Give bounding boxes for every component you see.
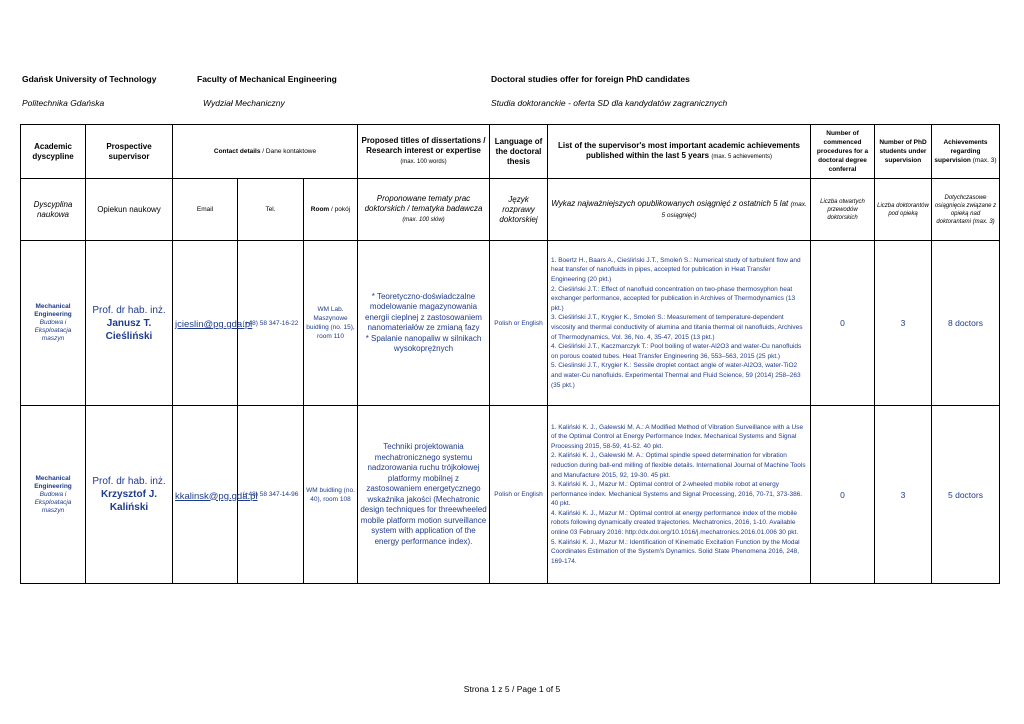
faculty-pl: [203, 98, 285, 108]
achievement-item: 1. Kaliński K. J., Galewski M. A.: A Modified Method of Vibration Surveillance with a Use of the Optimal Control at Energy Performance Index. Mechanical Systems and Signal Processing 2015, 58-59, 41-52. 40 pkt.: [551, 423, 804, 450]
header-row-en: [21, 125, 1000, 179]
phd-students-cell: 3: [875, 406, 932, 584]
achievements-sup-label: Achievements regarding supervision: [934, 139, 988, 164]
col-topics-en: [358, 125, 490, 179]
achievement-item: 3. Kaliński K. J., Mazur M.: Optimal control of 2-wheeled mobile robot at energy performance index. Mechanical Systems and Signal Processing, 2016, 70-71, 373-386. 40 pkt.: [551, 481, 803, 508]
achievements-cell: [548, 406, 811, 584]
language-cell: Polish or English: [490, 241, 548, 406]
email-cell: [173, 241, 253, 406]
col-supervisor-pl: Opiekun naukowy: [86, 179, 173, 241]
topics-label-en: Proposed titles of dissertations / Research interest or expertise: [361, 136, 486, 155]
procedures-cell: 0: [811, 241, 875, 406]
col-discipline-pl: Dyscyplina naukowa: [21, 179, 86, 241]
achievements-label-en: List of the supervisor's most important academic achievements published within the last 5 years: [558, 141, 800, 160]
room-cell: WM buidling (no. 40), room 108: [304, 406, 358, 584]
achievement-item: 4. Cieśliński J.T., Kaczmarczyk T.: Pool boiling of water-Al2O3 and water-Cu nanofluids on porous coated tubes. Heat Transfer Engineering 36, 553–563, 2015 (25 pkt.): [551, 343, 802, 360]
col-achievements-en: [548, 125, 811, 179]
achievement-item: 2. Cieśliński J.T.: Effect of nanofluid concentration on two-phase thermosyphon heat exchanger performance, accepted for publication in Archives of Thermodynamics (13 pkt.): [551, 285, 796, 312]
col-language-pl: Język rozprawy doktorskiej: [490, 179, 548, 241]
room-label-bold: Room: [310, 205, 330, 213]
discipline-cell: [21, 241, 86, 406]
discipline-en: Mechanical Engineering: [34, 303, 72, 318]
achievements-note-pl: (max. 5 osiągnięć): [661, 200, 807, 219]
faculty-name-pl: Mechaniczny: [235, 98, 285, 108]
achievement-item: 3. Cieśliński J.T., Krygier K., Smoleń S.: Measurement of temperature-dependent viscosity and thermal conductivity of alumina and titania thermal oil nanofluids, Archives of Thermodynamics, Vol. 36, No. 4, 35-47, 2015 (13 pkt.): [551, 314, 803, 341]
col-achievements-sup-en: [932, 125, 1000, 179]
achievement-item: 5. Cieslinski J.T., Krygier K.: Sessile droplet contact angle of water-Al2O3, water-TiO2 and water-Cu nanofluids. Experimental Thermal and Fluid Science, 59 (2014) 258–263 (35 pkt.): [551, 362, 801, 389]
phd-students-cell: 3: [875, 241, 932, 406]
discipline-en: Mechanical Engineering: [34, 474, 72, 490]
supervisor-title: Prof. dr hab. inż.: [92, 476, 166, 487]
col-room-pl: [304, 179, 358, 241]
achievement-item: 5. Kaliński K. J., Mazur M.: Identification of Kinematic Excitation Function by the Modal Coordinates Estimation of the System's Dynamics. Solid State Phenomena 2016, 248, 169-174.: [551, 538, 800, 565]
supervisor-cell: [86, 406, 173, 584]
topic-item: * Spalanie nanopaliw w silnikach wysokoprężnych: [365, 333, 482, 353]
achievements-label-pl: Wykaz najważniejszych opublikowanych osiągnięć z ostatnich 5 lat: [551, 198, 789, 208]
procedures-cell: 0: [811, 406, 875, 584]
language-cell: Polish or English: [490, 406, 548, 584]
supervisor-name: Janusz T. Cieśliński: [105, 317, 153, 342]
email-link[interactable]: jcieslin@pg.gda.pl: [175, 319, 253, 330]
topics-note-pl: (max. 100 słów): [402, 217, 445, 223]
col-procedures-pl: Liczba otwartych przewodów doktorskich: [811, 179, 875, 241]
offer-en: Doctoral studies offer for foreign PhD candidates: [491, 74, 690, 84]
contact-label-pl: Dane kontaktowe: [265, 148, 317, 155]
achievements-note-en: (max. 5 achievements): [711, 154, 773, 160]
header-row-pl: [21, 179, 1000, 241]
supervisors-table: [20, 124, 1000, 584]
topic-item: * Teoretyczno-doświadczalne modelowanie magazynowania energii cieplnej z zastosowaniem nanomateriałów ze zmianą fazy: [365, 291, 482, 332]
col-topics-pl: [358, 179, 490, 241]
supervisor-name: Krzysztof J. Kaliński: [100, 489, 158, 513]
col-procedures-en: Number of commenced procedures for a doctoral degree conferral: [811, 125, 875, 179]
offer-pl: Studia doktoranckie - oferta SD dla kandydatów zagranicznych: [491, 98, 728, 108]
col-contact-en: [173, 125, 358, 179]
contact-label: Contact details: [213, 148, 261, 155]
faculty-en: [197, 74, 337, 84]
col-achievements-pl: [548, 179, 811, 241]
col-email-pl: Email: [173, 179, 238, 241]
topics-cell: [358, 241, 490, 406]
col-tel-pl: Tel.: [238, 179, 304, 241]
achievement-item: 1. Boertz H., Baars A., Cieśliński J.T., Smoleń S.: Numerical study of turbulent flow and heat transfer of nanofluids in pipes, accepted for publication in Heat Transfer Engineering (20 pkt.): [551, 256, 801, 284]
faculty-label-en: Faculty of: [197, 74, 238, 84]
topics-label-pl: Proponowane tematy prac doktorskich / tematyka badawcza: [364, 194, 483, 213]
faculty-name-en: Mechanical Engineering: [239, 74, 337, 84]
university-en: Gdańsk University of Technology: [22, 74, 157, 84]
email-link[interactable]: kkalinsk@pg.gda.pl: [175, 490, 258, 502]
achievement-item: 2. Kaliński K. J., Galewski M. A.: Optimal spindle speed determination for vibration reduction during ball-end milling of flexible details. International Journal of Machine Tools and Manufacture 2015, 92, 19-30. 45 pkt.: [551, 452, 806, 479]
col-phd-students-pl: Liczba doktorantów pod opieką: [875, 179, 932, 241]
discipline-cell: [21, 406, 86, 584]
achievement-item: 4. Kaliński K. J., Mazur M.: Optimal control at energy performance index of the mobile robots following dynamically created trajectories. Mechatronics, 2016, 1-10. Available online 03 February 2016: http://dx.doi.org/10.1016/j.mechatronics.2016.01.006 30 pkt.: [551, 509, 799, 537]
tel-cell: (+48) 58 347-16-22: [238, 241, 304, 406]
col-language-en: Language of the doctoral thesis: [490, 125, 548, 179]
col-supervisor-en: Prospective supervisor: [86, 125, 173, 179]
contact-sep: /: [260, 148, 266, 155]
room-cell: WM Lab. Maszynowe buidling (no. 15), room 110: [304, 241, 358, 406]
achievements-sup-note: (max. 3): [972, 157, 997, 164]
supervisor-cell: [86, 241, 173, 406]
achievements-cell: [548, 241, 811, 406]
table-row: [21, 406, 1000, 584]
supervisor-title: Prof. dr hab. inż.: [92, 304, 166, 316]
achievements-sup-cell: 8 doctors: [932, 241, 1000, 406]
email-cell: [173, 406, 258, 584]
achievements-sup-cell: 5 doctors: [932, 406, 1000, 584]
discipline-pl: Budowa i Eksploatacja maszyn: [34, 319, 72, 342]
col-achievements-sup-pl: Dotychczasowe osiągnięcia związane z opieką nad doktorantami (max. 3): [932, 179, 1000, 241]
tel-cell: (+48) 58 347-14-96: [238, 406, 304, 584]
topics-note-en: (max. 100 words): [400, 159, 447, 165]
room-label-rest: / pokój: [329, 205, 351, 213]
col-phd-students-en: Number of PhD students under supervision: [875, 125, 932, 179]
topic-item: Techniki projektowania mechatronicznego systemu nadzorowania ruchu trójkołowej platformy mobilnej z zastosowaniem energetycznego wskaźnika jakości (Mechatronic design techniques for threewheeled mobile platform motion surveillance system with application of the energy performance index).: [360, 442, 487, 546]
page-footer: Strona 1 z 5 / Page 1 of 5: [463, 684, 561, 694]
topics-cell: [358, 406, 490, 584]
col-discipline-en: Academic dyscypline: [21, 125, 86, 179]
faculty-label-pl: Wydział: [203, 98, 233, 108]
university-pl: Politechnika Gdańska: [22, 98, 105, 108]
discipline-pl: Budowa i Eksploatacja maszyn: [34, 490, 72, 514]
table-row: [21, 241, 1000, 406]
